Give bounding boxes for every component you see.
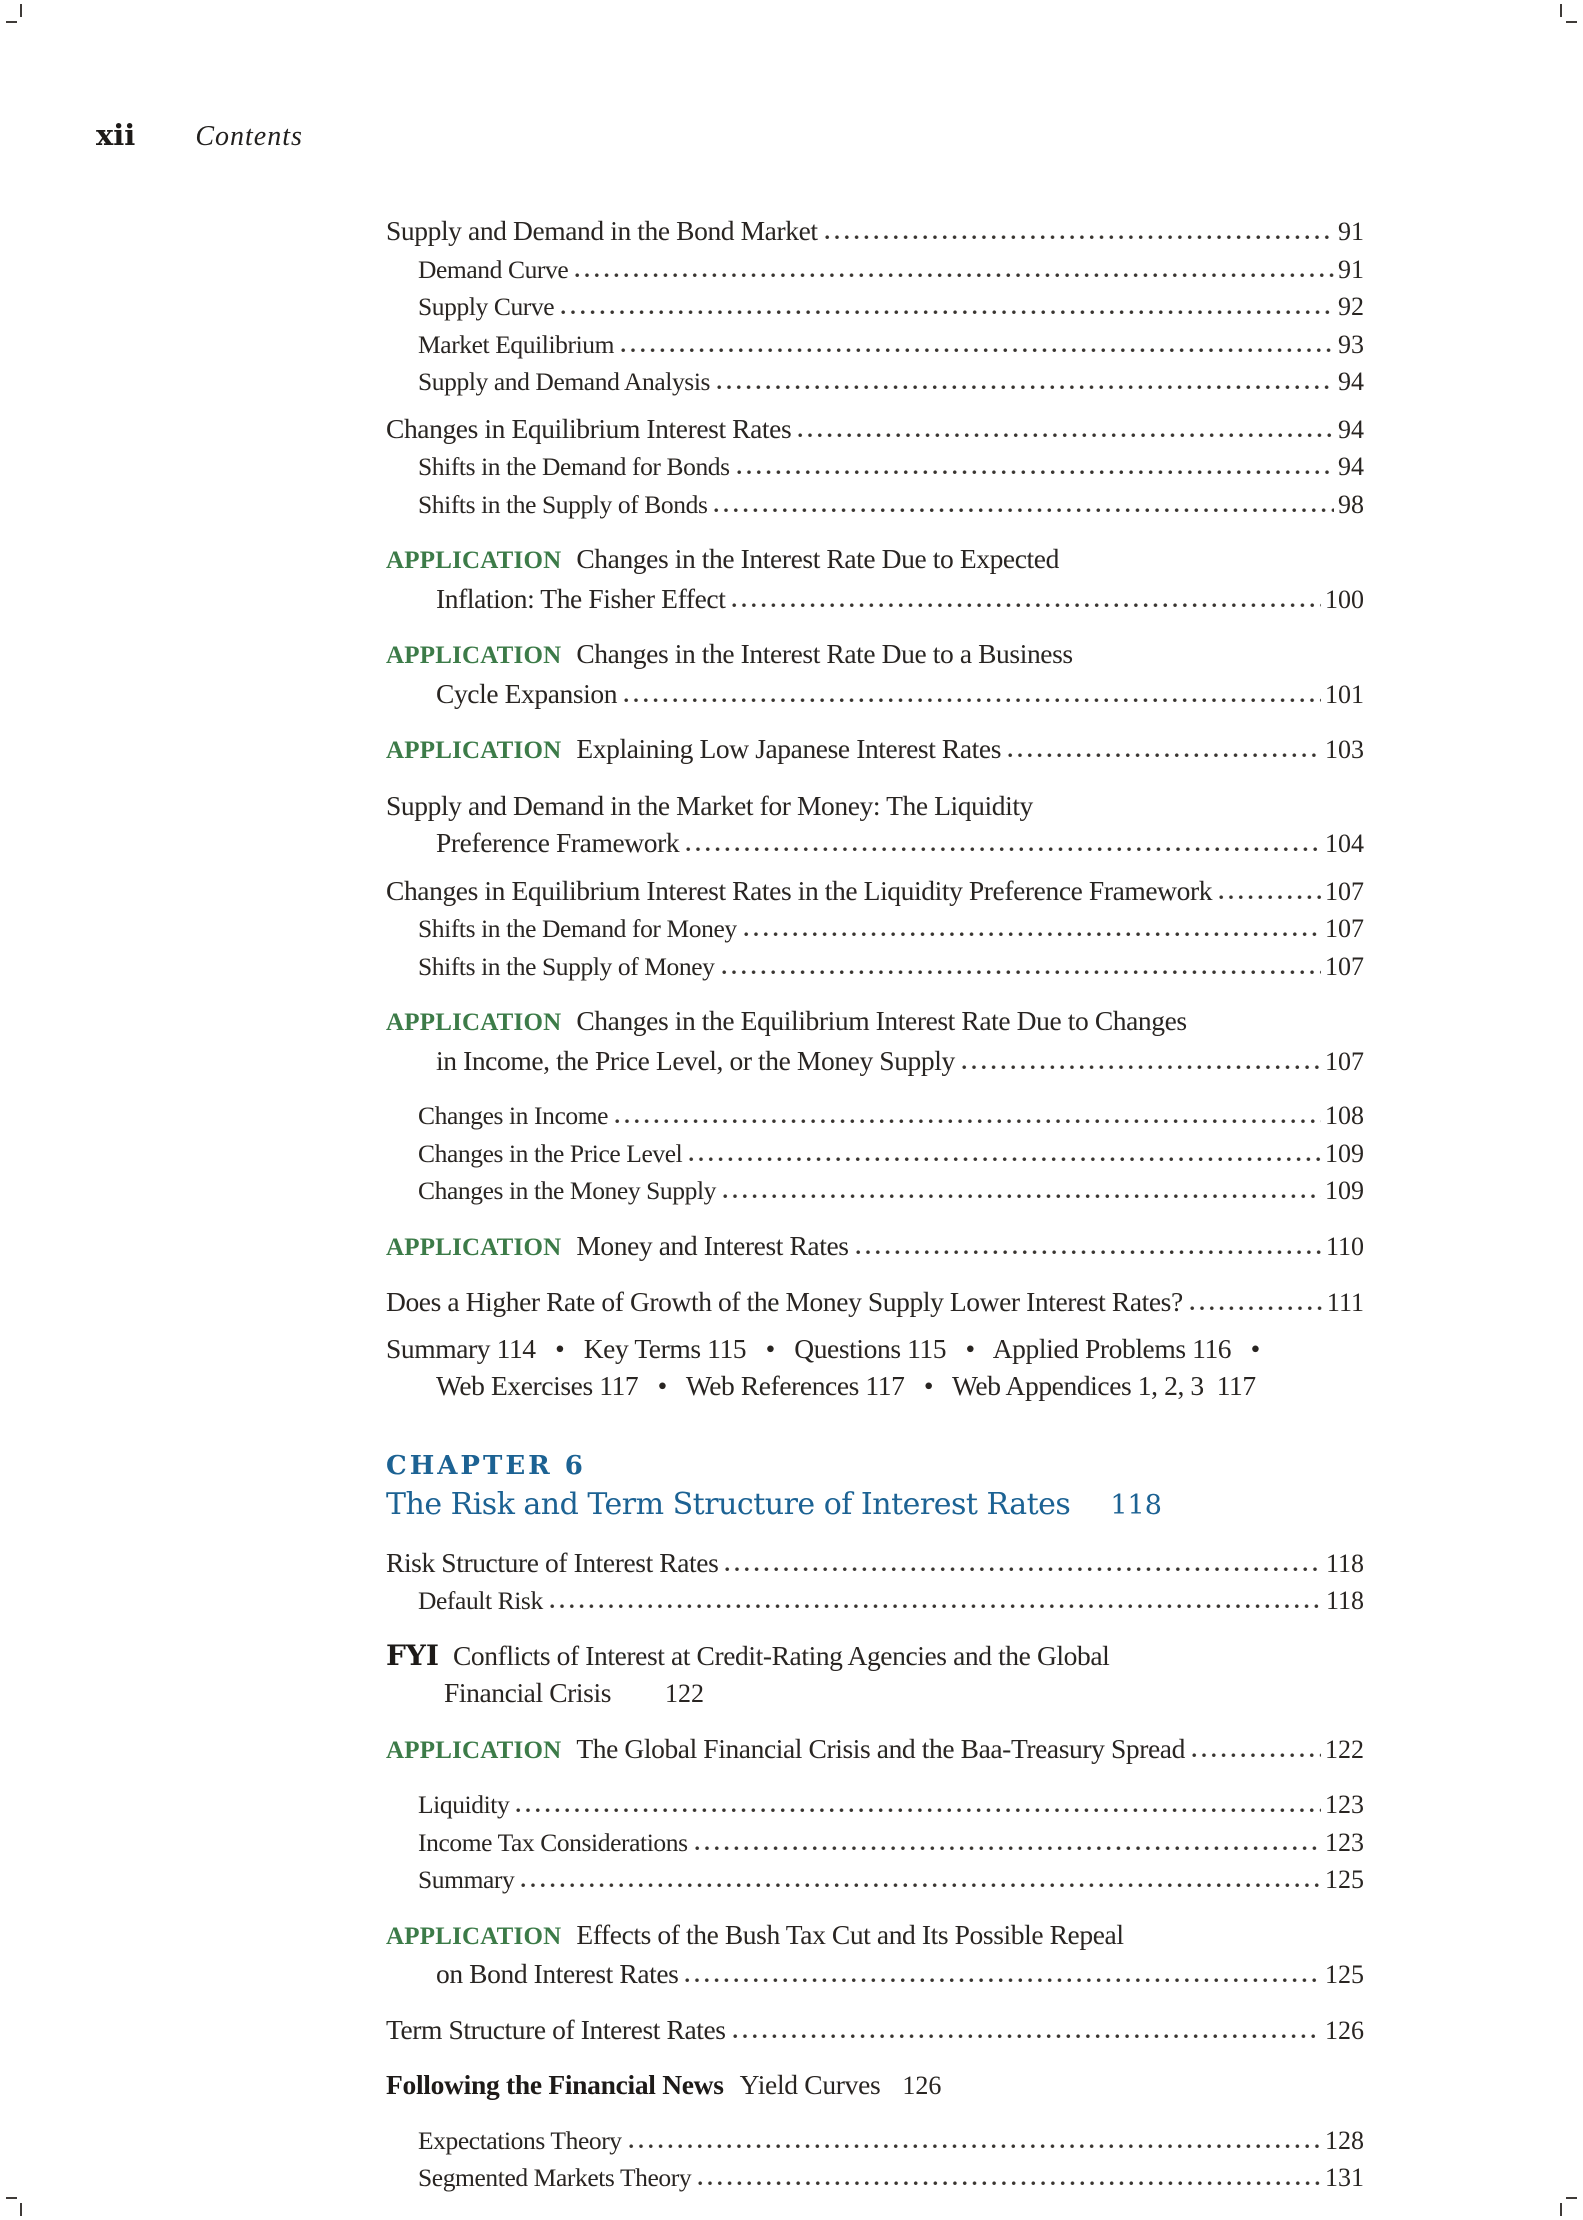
- fyi-label: FYI: [386, 1638, 439, 1672]
- dot-leader: [689, 1157, 1321, 1162]
- toc-entry-text: Cycle Expansion: [436, 677, 618, 709]
- toc-entry: [418, 1786, 1364, 1824]
- page-number: 109: [1325, 1176, 1364, 1205]
- dot-leader: [714, 508, 1334, 513]
- toc-entry-text: Yield Curves: [739, 2069, 881, 2100]
- toc-entry-text: Shifts in the Supply of Bonds: [418, 489, 708, 519]
- page-number: 94: [1338, 452, 1364, 481]
- toc-entry-text: Supply Curve: [418, 292, 555, 321]
- fyi-line1: [386, 1637, 1364, 1675]
- application-line2: [436, 1955, 1364, 1994]
- toc-entry-text: Supply and Demand in the Market for Money: The Liquidity: [386, 789, 1033, 821]
- page-number: 107: [1325, 876, 1364, 906]
- ffn-line: [386, 2066, 1364, 2105]
- toc-entry: [418, 251, 1364, 289]
- toc-entry-text: Expectations Theory: [418, 2125, 622, 2155]
- page-number: 125: [1325, 1865, 1364, 1894]
- application-line: [386, 730, 1364, 770]
- crop-mark: [1566, 2197, 1577, 2199]
- application-entry: [386, 1730, 1364, 1770]
- page-number: 92: [1338, 292, 1364, 321]
- page-number: 91: [1338, 254, 1364, 284]
- application-line2: [436, 675, 1364, 714]
- dot-leader: [1192, 1753, 1321, 1758]
- toc-chapter6-entries: [386, 1544, 1364, 2197]
- summary-text: Web Exercises 117 • Web References 117 • Web Appendices 1, 2, 3 117: [436, 1370, 1256, 1401]
- toc-entry: [418, 1135, 1364, 1173]
- application-line1: [386, 635, 1364, 675]
- toc-entry: [418, 1097, 1364, 1135]
- application-entry: [386, 1916, 1364, 1994]
- application-entry: [386, 1002, 1364, 1080]
- crop-mark: [1560, 2203, 1562, 2216]
- crop-mark: [6, 2197, 17, 2199]
- toc-entry-text: Risk Structure of Interest Rates: [386, 1546, 719, 1578]
- dot-leader: [550, 1604, 1322, 1609]
- application-entry: [386, 730, 1364, 770]
- dot-leader: [737, 470, 1334, 475]
- toc-entry: [418, 2122, 1364, 2160]
- toc-entry: [418, 448, 1364, 486]
- toc-entry-text: Financial Crisis: [444, 1677, 611, 1708]
- contents-title: Contents: [195, 121, 303, 152]
- toc-entry-text: Inflation: The Fisher Effect: [436, 582, 726, 614]
- application-line1: [386, 540, 1364, 580]
- page-number: 107: [1325, 914, 1364, 943]
- dot-leader: [825, 235, 1334, 240]
- dot-leader: [621, 348, 1334, 353]
- application-line: [386, 1730, 1364, 1770]
- dot-leader: [1008, 753, 1321, 758]
- toc-entry: [418, 363, 1364, 401]
- dot-leader: [725, 1567, 1322, 1572]
- toc-entry-text: Income Tax Considerations: [418, 1827, 688, 1857]
- dot-leader: [685, 1978, 1321, 1983]
- running-head: [96, 118, 303, 153]
- summary-line2: [436, 1367, 1364, 1405]
- dot-leader: [723, 1194, 1321, 1199]
- application-line2: [436, 580, 1364, 619]
- toc-entry: [386, 2011, 1364, 2050]
- dot-leader: [744, 932, 1321, 937]
- fyi-line2: [444, 1674, 1364, 1713]
- chapter6-heading: [386, 1449, 1364, 1528]
- page-number: 107: [1325, 1046, 1364, 1076]
- toc-entry: [386, 410, 1364, 449]
- toc-entry-text: Money and Interest Rates: [576, 1229, 849, 1261]
- application-entry: [386, 635, 1364, 713]
- toc-entry-text: Supply and Demand Analysis: [418, 367, 711, 396]
- dot-leader: [722, 970, 1321, 975]
- page-folio: xii: [96, 118, 136, 152]
- page-number: 101: [1325, 679, 1364, 709]
- toc-entry: [418, 910, 1364, 948]
- toc-entry: [418, 1582, 1364, 1620]
- page-number: 109: [1325, 1138, 1364, 1168]
- toc-entry: [418, 2159, 1364, 2197]
- toc-entry-text: Preference Framework: [436, 827, 680, 858]
- page-number: 91: [1338, 217, 1364, 246]
- toc-entry-text: Changes in the Equilibrium Interest Rate Due to Changes: [576, 1005, 1187, 1036]
- toc-entry: [418, 288, 1364, 326]
- page-number: 118: [1325, 1548, 1364, 1578]
- toc-entry-text: Demand Curve: [418, 254, 569, 284]
- toc-entry-text: Default Risk: [418, 1586, 543, 1615]
- page-number: 110: [1325, 1231, 1364, 1261]
- page-number: 108: [1325, 1101, 1364, 1130]
- page-number: 122: [665, 1679, 704, 1708]
- page-number: 94: [1338, 414, 1364, 444]
- toc-entry-text: on Bond Interest Rates: [436, 1958, 679, 1989]
- crop-mark: [20, 2203, 22, 2216]
- dot-leader: [698, 2181, 1321, 2186]
- toc-entry-text: Changes in the Price Level: [418, 1138, 683, 1168]
- dot-leader: [624, 698, 1321, 703]
- ffn-label: Following the Financial News: [386, 2069, 724, 2100]
- page-number: 93: [1338, 329, 1364, 359]
- toc-column: [386, 212, 1364, 2197]
- application-line: [386, 1227, 1364, 1267]
- chapter-kicker: CHAPTER 6: [386, 1450, 586, 1481]
- application-label: APPLICATION: [386, 1009, 562, 1036]
- dot-leader: [1219, 895, 1321, 900]
- page-number: 111: [1326, 1288, 1364, 1317]
- application-line2: [436, 1042, 1364, 1081]
- summary-text: Summary 114 • Key Terms 115 • Questions 115 • Applied Problems 116 •: [386, 1332, 1260, 1364]
- toc-entry-text: Shifts in the Supply of Money: [418, 951, 715, 981]
- toc-entry-text: in Income, the Price Level, or the Money Supply: [436, 1044, 955, 1076]
- page-number: 100: [1325, 584, 1364, 614]
- dot-leader: [629, 2144, 1321, 2149]
- dot-leader: [856, 1250, 1322, 1255]
- application-label: APPLICATION: [386, 737, 562, 764]
- application-label: APPLICATION: [386, 1233, 562, 1261]
- toc-entry-text: Changes in the Money Supply: [418, 1176, 717, 1205]
- toc-entry-text: Explaining Low Japanese Interest Rates: [576, 733, 1002, 764]
- page-number: 122: [1325, 1734, 1364, 1764]
- toc-entry: [418, 326, 1364, 364]
- toc-chapter5-continued: [386, 212, 1364, 1405]
- toc-entry: [418, 948, 1364, 986]
- dot-leader: [575, 273, 1334, 278]
- toc-entry: [386, 1283, 1364, 1322]
- page-number: 125: [1325, 1960, 1364, 1989]
- dot-leader: [686, 847, 1321, 852]
- application-entry: [386, 1227, 1364, 1267]
- toc-entry: [386, 212, 1364, 251]
- dot-leader: [798, 433, 1334, 438]
- dot-leader: [516, 1808, 1321, 1813]
- chapter-title: The Risk and Term Structure of Interest Rates: [386, 1486, 1071, 1522]
- toc-entry-text: Market Equilibrium: [418, 329, 615, 359]
- toc-entry-text: Segmented Markets Theory: [418, 2163, 692, 2192]
- summary-line1: [386, 1330, 1364, 1368]
- application-line1: [386, 1916, 1364, 1956]
- toc-entry-text: Effects of the Bush Tax Cut and Its Possible Repeal: [576, 1918, 1124, 1950]
- crop-mark: [1566, 21, 1577, 23]
- crop-mark: [1560, 4, 1562, 17]
- toc-entry-text: Changes in Equilibrium Interest Rates: [386, 412, 792, 444]
- toc-entry: [386, 872, 1364, 911]
- page-number: 107: [1325, 951, 1364, 981]
- application-label: APPLICATION: [386, 642, 562, 669]
- page-number: 123: [1325, 1790, 1364, 1819]
- dot-leader: [962, 1065, 1321, 1070]
- toc-entry-text: The Global Financial Crisis and the Baa-Treasury Spread: [576, 1732, 1185, 1764]
- page-number: 131: [1325, 2163, 1364, 2192]
- dot-leader: [521, 1883, 1321, 1888]
- toc-entry: [418, 1824, 1364, 1862]
- toc-entry-text: Shifts in the Demand for Money: [418, 914, 737, 943]
- toc-entry-text: Changes in Income: [418, 1101, 609, 1130]
- application-label: APPLICATION: [386, 1922, 562, 1950]
- toc-entry: [418, 1861, 1364, 1899]
- toc-entry: [386, 787, 1364, 863]
- toc-entry-text: Supply and Demand in the Bond Market: [386, 215, 818, 246]
- toc-entry-text: Changes in the Interest Rate Due to Expected: [576, 543, 1059, 574]
- toc-entry-text: Liquidity: [418, 1790, 510, 1819]
- page-number: 126: [902, 2071, 942, 2100]
- application-label: APPLICATION: [386, 547, 562, 574]
- dot-leader: [561, 310, 1334, 315]
- toc-entry-line1: [386, 787, 1364, 825]
- dot-leader: [615, 1119, 1321, 1124]
- dot-leader: [732, 603, 1321, 608]
- toc-entry-text: Changes in the Interest Rate Due to a Business: [576, 638, 1073, 669]
- page-number: 118: [1325, 1586, 1364, 1615]
- toc-entry: [418, 486, 1364, 524]
- toc-entry: [418, 1172, 1364, 1210]
- end-of-chapter-summary: [386, 1330, 1364, 1405]
- dot-leader: [695, 1846, 1321, 1851]
- toc-entry-text: Changes in Equilibrium Interest Rates in the Liquidity Preference Framework: [386, 874, 1213, 906]
- dot-leader: [733, 2034, 1321, 2039]
- toc-entry: [386, 1544, 1364, 1583]
- page-number: 104: [1325, 829, 1364, 858]
- fyi-entry: [386, 1637, 1364, 1713]
- toc-entry-text: Summary: [418, 1865, 515, 1894]
- page-number: 98: [1338, 489, 1364, 519]
- page-number: 126: [1325, 2015, 1364, 2045]
- following-financial-news-entry: [386, 2066, 1364, 2105]
- page-number: 123: [1325, 1827, 1364, 1857]
- page-number: 128: [1325, 2125, 1364, 2155]
- toc-entry-text: Does a Higher Rate of Growth of the Money Supply Lower Interest Rates?: [386, 1286, 1183, 1317]
- application-entry: [386, 540, 1364, 618]
- application-line1: [386, 1002, 1364, 1042]
- application-label: APPLICATION: [386, 1736, 562, 1764]
- page-number: 103: [1325, 735, 1364, 764]
- page-number: 94: [1338, 367, 1364, 396]
- toc-entry-text: Term Structure of Interest Rates: [386, 2013, 726, 2045]
- dot-leader: [1190, 1306, 1323, 1311]
- toc-entry-text: Shifts in the Demand for Bonds: [418, 452, 730, 481]
- toc-entry-text: Conflicts of Interest at Credit-Rating Agencies and the Global: [452, 1639, 1110, 1671]
- dot-leader: [717, 385, 1334, 390]
- crop-mark: [6, 21, 17, 23]
- crop-mark: [20, 4, 22, 17]
- toc-entry-line2: [436, 824, 1364, 863]
- chapter-start-page: 118: [1110, 1489, 1162, 1521]
